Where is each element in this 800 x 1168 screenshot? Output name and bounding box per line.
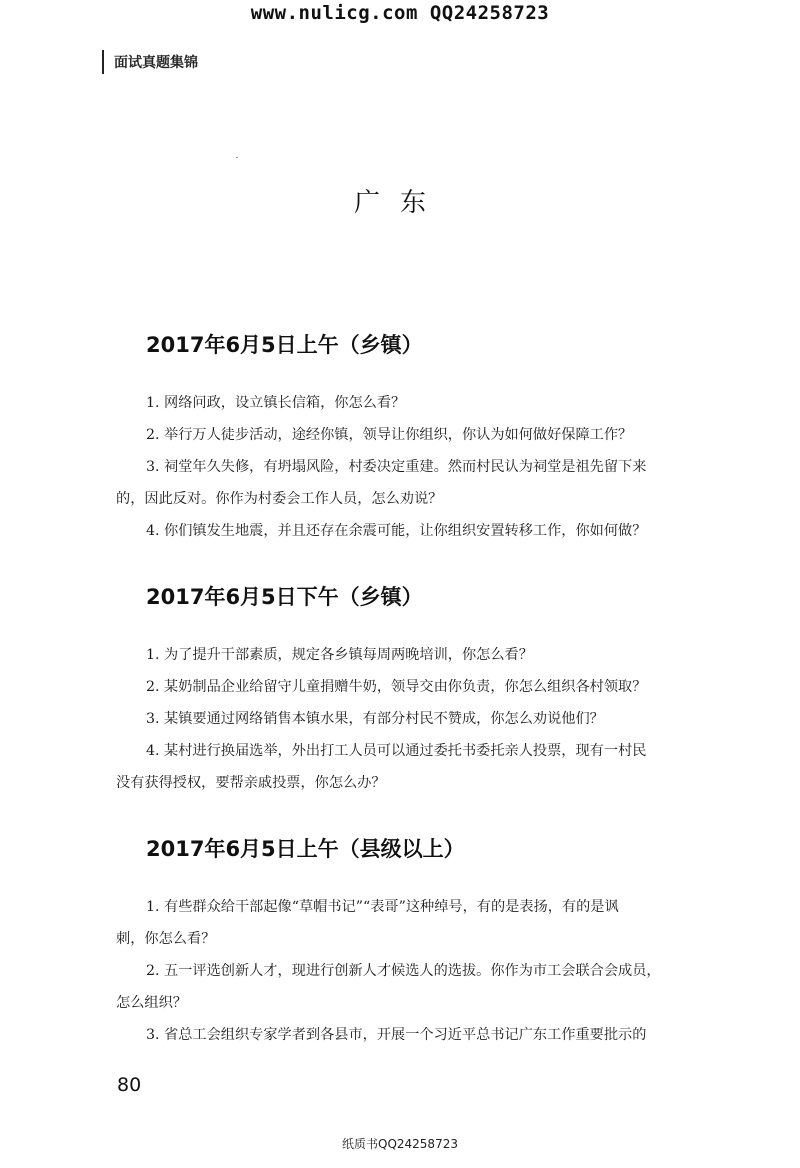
- chapter-title: 广东: [353, 188, 446, 218]
- question-line: 4. 你们镇发生地震，并且还存在余震可能，让你组织安置转移工作，你如何做？: [146, 523, 647, 539]
- question-list: [116, 387, 720, 547]
- question-list: [116, 639, 720, 799]
- section-3: [116, 834, 720, 1051]
- question-line: 1. 有些群众给干部起像“草帽书记”“表哥”这种绰号，有的是表扬，有的是讽: [146, 899, 619, 915]
- watermark-bottom: 纸质书QQ24258723: [342, 1137, 458, 1151]
- scan-speck: [236, 157, 238, 158]
- question-line-continuation: 没有获得授权，要帮亲戚投票，你怎么办？: [116, 775, 386, 791]
- question-line: 3. 省总工会组织专家学者到各县市，开展一个习近平总书记广东工作重要批示的: [146, 1027, 647, 1043]
- question-line-continuation: 怎么组织？: [116, 995, 187, 1011]
- question-line: 3. 祠堂年久失修，有坍塌风险，村委决定重建。然而村民认为祠堂是祖先留下来: [146, 459, 647, 475]
- question-line: 2. 举行万人徒步活动，途经你镇，领导让你组织，你认为如何做好保障工作？: [146, 427, 633, 443]
- question-line: 3. 某镇要通过网络销售本镇水果，有部分村民不赞成，你怎么劝说他们？: [146, 711, 604, 727]
- watermark-top: www.nulicg.com QQ24258723: [250, 2, 550, 24]
- section-heading: 2017年6月5日上午（乡镇）: [146, 333, 423, 357]
- section-2: [116, 582, 720, 799]
- page-number: 80: [117, 1074, 142, 1096]
- question-line: 2. 五一评选创新人才，现进行创新人才候选人的选拔。你作为市工会联合会成员，: [146, 963, 661, 979]
- section-1: [116, 330, 720, 547]
- question-line: 1. 网络问政，设立镇长信箱，你怎么看？: [146, 395, 406, 411]
- question-line-continuation: 的，因此反对。你作为村委会工作人员，怎么劝说？: [116, 491, 443, 507]
- section-heading: 2017年6月5日上午（县级以上）: [146, 837, 465, 861]
- running-header-label: 面试真题集锦: [114, 55, 198, 71]
- question-line-continuation: 刺，你怎么看？: [116, 931, 216, 947]
- question-line: 1. 为了提升干部素质，规定各乡镇每周两晚培训，你怎么看？: [146, 647, 533, 663]
- running-header: [102, 50, 198, 74]
- section-heading: 2017年6月5日下午（乡镇）: [146, 585, 423, 609]
- question-line: 4. 某村进行换届选举，外出打工人员可以通过委托书委托亲人投票，现有一村民: [146, 743, 647, 759]
- question-list: [116, 891, 720, 1051]
- question-line: 2. 某奶制品企业给留守儿童捐赠牛奶，领导交由你负责，你怎么组织各村领取？: [146, 679, 647, 695]
